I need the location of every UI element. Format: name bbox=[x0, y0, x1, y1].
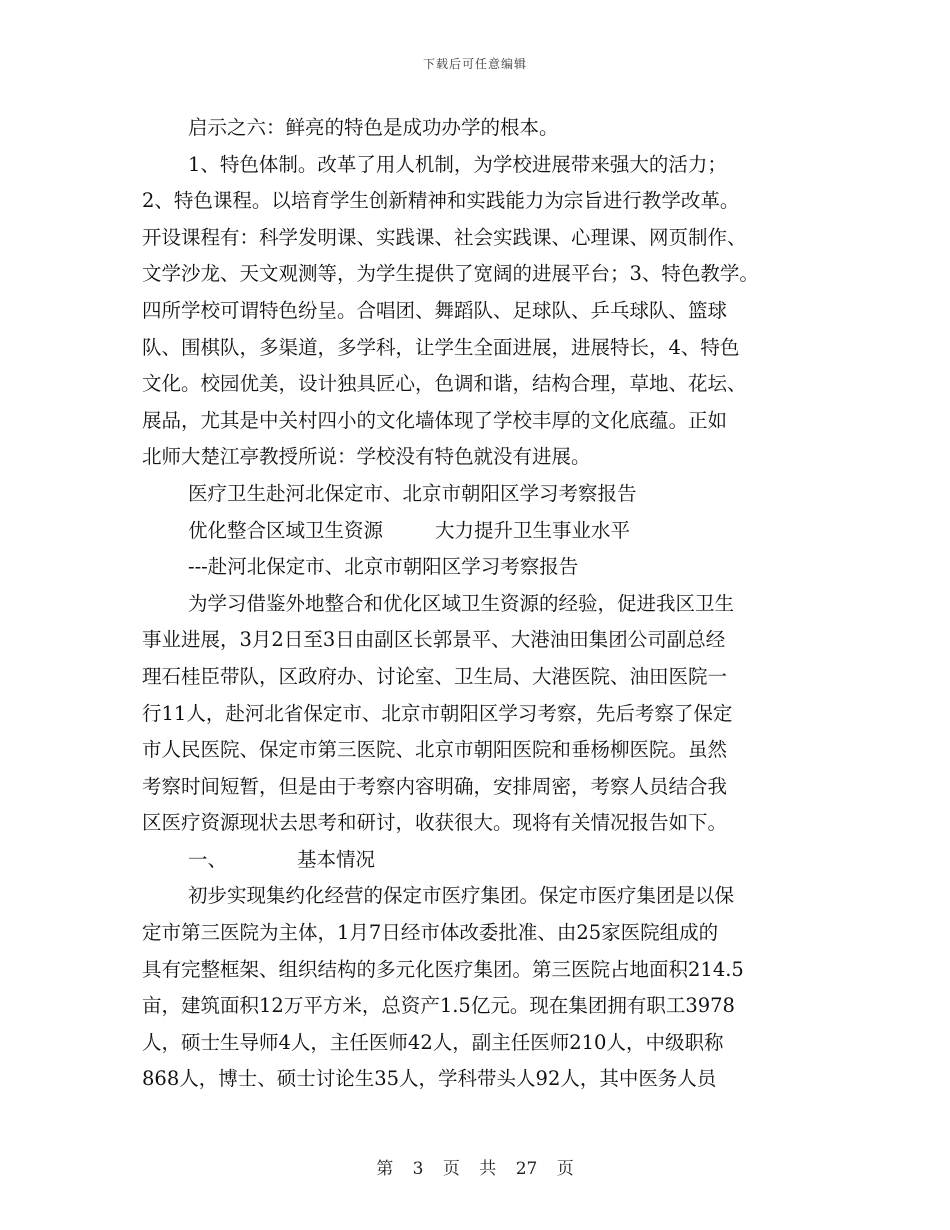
paragraph-line: 为学习借鉴外地整合和优化区域卫生资源的经验，促进我区卫生 bbox=[188, 591, 735, 615]
paragraph-line: 人，硕士生导师4人，主任医师42人，副主任医师210人，中级职称 bbox=[142, 1030, 724, 1054]
paragraph-line: 开设课程有：科学发明课、实践课、社会实践课、心理课、网页制作、 bbox=[142, 225, 747, 249]
footer-suffix: 页 bbox=[556, 1159, 574, 1179]
section-title: 基本情况 bbox=[297, 847, 376, 871]
paragraph-line: 868人，博士、硕士讨论生35人，学科带头人92人，其中医务人员 bbox=[142, 1067, 717, 1091]
report-title: 医疗卫生赴河北保定市、北京市朝阳区学习考察报告 bbox=[188, 481, 637, 505]
paragraph-line: 1、特色体制。改革了用人机制，为学校进展带来强大的活力； bbox=[188, 152, 727, 176]
footer-prefix: 第 bbox=[376, 1159, 394, 1179]
footer-page-word: 页 bbox=[442, 1159, 460, 1179]
paragraph-line: 2、特色课程。以培育学生创新精神和实践能力为宗旨进行教学改革。 bbox=[142, 189, 740, 213]
report-subtitle-right: 大力提升卫生事业水平 bbox=[435, 518, 631, 542]
paragraph-line: 行11人，赴河北省保定市、北京市朝阳区学习考察，先后考察了保定 bbox=[142, 701, 733, 725]
paragraph-line: 四所学校可谓特色纷呈。合唱团、舞蹈队、足球队、乒乓球队、篮球 bbox=[142, 298, 728, 322]
total-page-count: 27 bbox=[515, 1159, 538, 1179]
report-subtitle-secondary: ---赴河北保定市、北京市朝阳区学习考察报告 bbox=[188, 555, 579, 579]
paragraph-line: 定市第三医院为主体，1月7日经市体改委批准、由25家医院组成的 bbox=[142, 921, 719, 945]
paragraph-line: 考察时间短暂，但是由于考察内容明确，安排周密，考察人员结合我 bbox=[142, 774, 728, 798]
paragraph-line: 初步实现集约化经营的保定市医疗集团。保定市医疗集团是以保 bbox=[188, 884, 735, 908]
footer-total-word: 共 bbox=[479, 1159, 497, 1179]
document-body bbox=[142, 110, 806, 1098]
section-number: 一、 bbox=[188, 847, 228, 871]
paragraph-line: 展品，尤其是中关村四小的文化墙体现了学校丰厚的文化底蕴。正如 bbox=[142, 408, 728, 432]
paragraph-line: 文化。校园优美，设计独具匠心，色调和谐，结构合理，草地、花坛、 bbox=[142, 372, 747, 396]
paragraph-line: 北师大楚江亭教授所说：学校没有特色就没有进展。 bbox=[142, 445, 591, 469]
report-subtitle bbox=[142, 513, 806, 550]
current-page-number: 3 bbox=[412, 1159, 424, 1179]
paragraph-line: 具有完整框架、组织结构的多元化医疗集团。第三医院占地面积214.5 bbox=[142, 957, 744, 981]
report-subtitle-left: 优化整合区域卫生资源 bbox=[188, 518, 384, 542]
paragraph-line: 启示之六：鲜亮的特色是成功办学的根本。 bbox=[188, 116, 559, 139]
paragraph-line: 文学沙龙、天文观测等，为学生提供了宽阔的进展平台；3、特色教学。 bbox=[142, 262, 759, 286]
paragraph-line: 区医疗资源现状去思考和研讨，收获很大。现将有关情况报告如下。 bbox=[142, 811, 728, 835]
page-header: 下载后可任意编辑 bbox=[422, 57, 527, 71]
section-heading bbox=[142, 842, 806, 879]
paragraph-line: 队、围棋队，多渠道，多学科，让学生全面进展，进展特长，4、特色 bbox=[142, 335, 740, 359]
paragraph-line: 事业进展，3月2日至3日由副区长郭景平、大港油田集团公司副总经 bbox=[142, 628, 726, 652]
page-footer bbox=[0, 1154, 950, 1179]
paragraph-line: 理石桂臣带队，区政府办、讨论室、卫生局、大港医院、油田医院一 bbox=[142, 664, 728, 688]
paragraph-line: 亩，建筑面积12万平方米，总资产1.5亿元。现在集团拥有职工3978 bbox=[142, 994, 735, 1018]
paragraph-line: 市人民医院、保定市第三医院、北京市朝阳医院和垂杨柳医院。虽然 bbox=[142, 738, 728, 762]
